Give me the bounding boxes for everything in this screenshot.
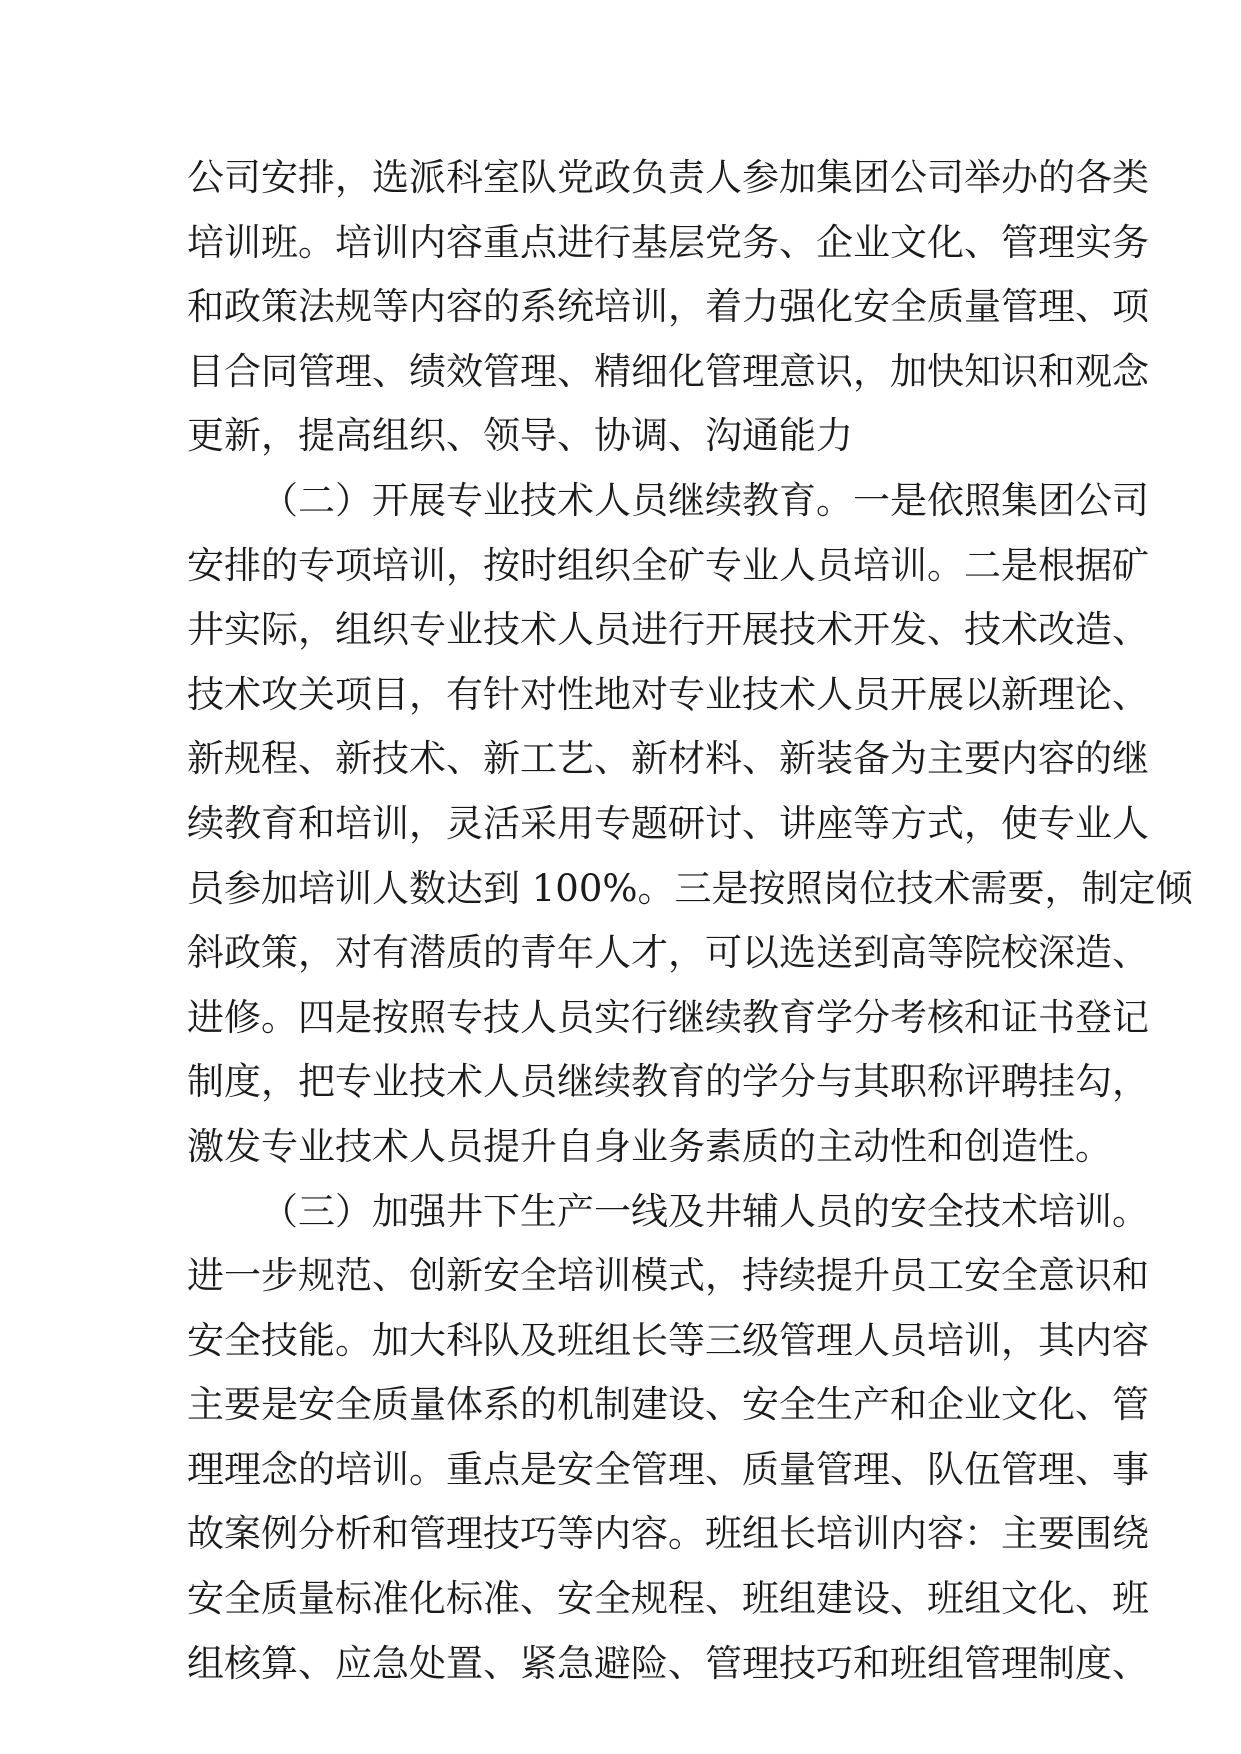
paragraph-section-3 xyxy=(187,1180,1149,1697)
text-line: 主要是安全质量体系的机制建设、安全生产和企业文化、管 xyxy=(187,1383,1149,1427)
text-line: 更新，提高组织、领导、协调、沟通能力 xyxy=(187,414,853,458)
text-line: 理理念的培训。重点是安全管理、质量管理、队伍管理、事 xyxy=(187,1447,1149,1491)
text-line: 新规程、新技术、新工艺、新材料、新装备为主要内容的继 xyxy=(187,737,1149,781)
text-line: 员参加培训人数达到 100%。三是按照岗位技术需要，制定倾 xyxy=(187,866,1193,910)
text-line: 进修。四是按照专技人员实行继续教育学分考核和证书登记 xyxy=(187,995,1149,1039)
text-line: 进一步规范、创新安全培训模式，持续提升员工安全意识和 xyxy=(187,1254,1149,1298)
paragraph-section-2 xyxy=(187,469,1193,1180)
text-line: 公司安排，选派科室队党政负责人参加集团公司举办的各类 xyxy=(187,156,1149,199)
document-body xyxy=(187,146,1193,1696)
text-line: 和政策法规等内容的系统培训，着力强化安全质量管理、项 xyxy=(187,285,1149,329)
text-line: 激发专业技术人员提升自身业务素质的主动性和创造性。 xyxy=(187,1124,1112,1168)
text-line: 井实际，组织专业技术人员进行开展技术开发、技术改造、 xyxy=(187,608,1149,652)
section-heading-line: （二）开展专业技术人员继续教育。一是依照集团公司 xyxy=(261,478,1149,522)
text-line: 目合同管理、绩效管理、精细化管理意识，加快知识和观念 xyxy=(187,349,1149,393)
text-line: 斜政策，对有潜质的青年人才，可以选送到高等院校深造、 xyxy=(187,931,1149,975)
text-line: 技术攻关项目，有针对性地对专业技术人员开展以新理论、 xyxy=(187,672,1149,716)
text-line: 安排的专项培训，按时组织全矿专业人员培训。二是根据矿 xyxy=(187,543,1149,587)
text-line: 安全质量标准化标准、安全规程、班组建设、班组文化、班 xyxy=(187,1577,1149,1621)
section-heading-line: （三）加强井下生产一线及井辅人员的安全技术培训。 xyxy=(261,1189,1149,1233)
text-line: 培训班。培训内容重点进行基层党务、企业文化、管理实务 xyxy=(187,220,1149,264)
paragraph-intro xyxy=(187,146,1149,469)
text-line: 组核算、应急处置、紧急避险、管理技巧和班组管理制度、 xyxy=(187,1641,1149,1685)
text-line: 续教育和培训，灵活采用专题研讨、讲座等方式，使专业人 xyxy=(187,801,1149,845)
text-line: 制度，把专业技术人员继续教育的学分与其职称评聘挂勾， xyxy=(187,1060,1149,1104)
text-line: 故案例分析和管理技巧等内容。班组长培训内容：主要围绕 xyxy=(187,1512,1149,1556)
text-line: 安全技能。加大科队及班组长等三级管理人员培训，其内容 xyxy=(187,1318,1149,1362)
